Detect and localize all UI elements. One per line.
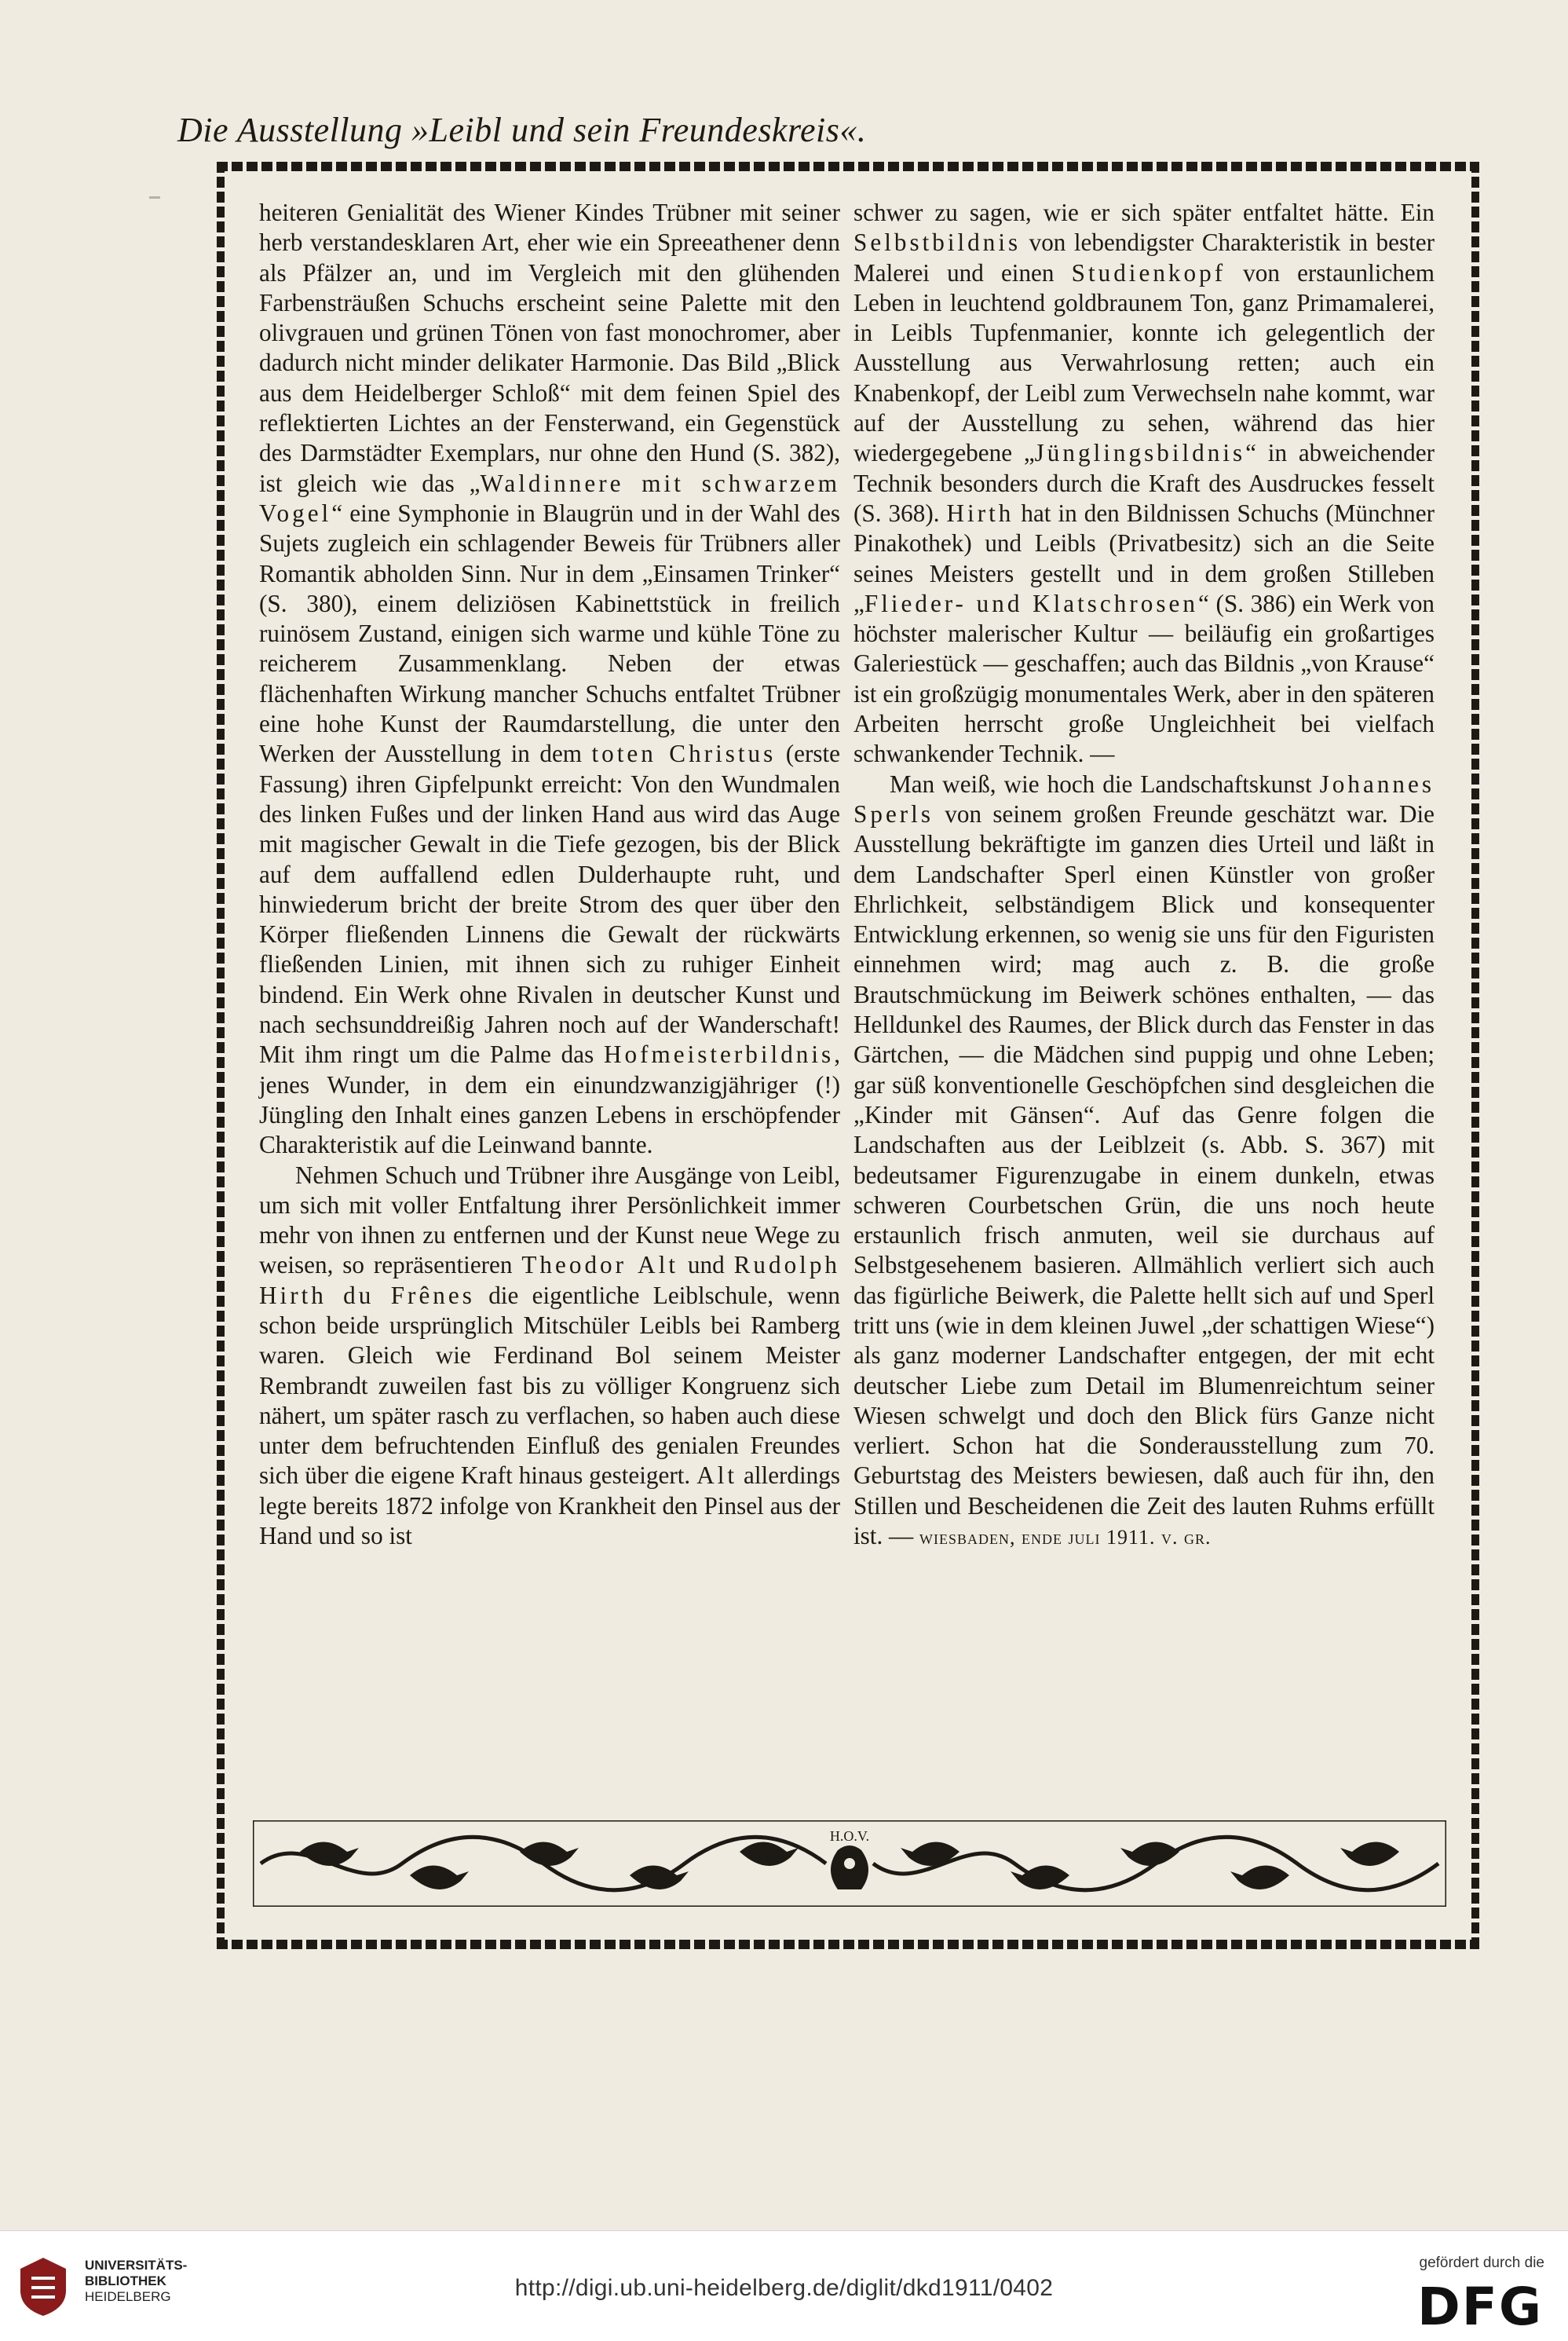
emphasized-name: Rudolph Hirth du Frênes: [259, 1251, 841, 1309]
ornament-monogram: H.O.V.: [829, 1828, 870, 1844]
text-run: “ in abweichender Technik besonders durch die Kraft des Ausdruckes fesselt (S. 368).: [853, 439, 1435, 527]
signature-line: wiesbaden, ende juli 1911. v. gr.: [919, 1526, 1212, 1549]
frame-right-border: [1471, 162, 1479, 1949]
right-text-column: [853, 198, 1435, 1553]
running-title: Die Ausstellung »Leibl und sein Freundeskreis«.: [177, 111, 867, 149]
frame-left-border: [217, 162, 225, 1949]
text-run: (erste Fassung) ihren Gipfelpunkt erreicht: Von den Wundmalen des linken Fußes und der linken Hand aus wird das Auge mit magischer Gewalt in die Tiefe gezogen, bis der Blick auf dem auffallend edlen Dulderhaupte ruht, und hinwiederum bricht der breite Strom des quer über den Körper fließenden Linnens die Gewalt der rückwärts fließenden Linien, mit ihnen sich zu ruhiger Einheit bindend. Ein Werk ohne Rivalen in deutscher Kunst und nach sechsunddreißig Jahren noch auf der Wanderschaft! Mit ihm ringt um die Palme das: [259, 740, 841, 1069]
library-name-line: BIBLIOTHEK: [85, 2273, 166, 2288]
text-run: “ (S. 386) ein Werk von höchster malerischer Kultur — beiläufig ein großartiges Galeriestück — geschaffen; auch das Bildnis „von Krause“ ist ein großzügig monumentales Werk, aber in den späteren Arbeiten herrscht große Ungleichheit bei vielfach schwankender Technik. —: [853, 589, 1435, 768]
text-run: von erstaunlichem Leben in leuchtend goldbraunem Ton, ganz Primamalerei, in Leibls Tupfenmanier, konnte ich gelegentlich der Ausstellung aus Verwahrlosung retten; auch ein Knabenkopf, der Leibl zum Verwechseln nahe kommt, war auf der Ausstellung zu sehen, während das hier wiedergegebene „: [853, 258, 1435, 467]
left-paragraph-1: [259, 198, 840, 1161]
emphasized-title: Selbstbildnis: [853, 229, 1022, 257]
left-text-column: [259, 198, 840, 1551]
right-paragraph-2: [853, 770, 1435, 1553]
emphasized-title: toten Christus: [591, 740, 777, 768]
text-run: “ eine Symphonie in Blaugrün und in der Wahl des Sujets zugleich ein schlagender Beweis für Trübners aller Romantik abholden Sinn. Nur in dem „Einsamen Trinker“ (S. 380), einem deliziösen Kabinettstück in freilich ruinösem Zustand, einigen sich warme und kühle Töne zu reicherem Zusammenklang. Neben der etwas flächenhaften Wirkung mancher Schuchs entfaltet Trübner eine hohe Kunst der Raumdarstellung, die unter den Werken der Ausstellung in dem: [259, 499, 840, 768]
emphasized-title: Jünglingsbildnis: [1034, 439, 1246, 467]
emphasized-title: Waldinnere mit schwarzem Vogel: [259, 469, 840, 527]
text-run: heiteren Genialität des Wiener Kindes Trübner mit seiner herb verstandesklaren Art, eher wie ein Spreeathener denn als Pfälzer an, und im Vergleich mit den glühenden Farbensträußen Schuchs erscheint seine Palette mit den olivgrauen und grünen Tönen von fast monochromer, aber dadurch nicht minder delikater Harmonie. Das Bild „Blick aus dem Heidelberger Schloß“ mit dem feinen Spiel des reflektierten Lichtes an der Fensterwand, ein Gegenstück des Darmstädter Exemplars, nur ohne den Hund (S. 382), ist gleich wie das „: [259, 199, 840, 497]
text-run: Nehmen Schuch und Trübner ihre Ausgänge von Leibl, um sich mit voller Entfaltung ihrer Persönlichkeit immer mehr von ihnen zu entfernen und der Kunst neue Wege zu weisen, so repräsentieren: [259, 1161, 840, 1279]
funding-caption: gefördert durch die: [1419, 2255, 1544, 2271]
emphasized-title: Flieder- und Klatschrosen: [864, 589, 1198, 617]
digitization-footer: [0, 2230, 1568, 2341]
text-run: , jenes Wunder, in dem ein einundzwanzigjähriger (!) Jüngling den Inhalt eines ganzen Lebens in erschöpfender Charakteristik auf die Leinwand bannte.: [259, 1041, 840, 1159]
page-margin-mark: [149, 196, 160, 199]
text-run: hat in den Bildnissen Schuchs (Münchner Pinakothek) und Leibls (Privatbesitz) sich an die Seite seines Meisters gestellt und in dem großen Stilleben „: [853, 499, 1435, 617]
emphasized-title: Studienkopf: [1071, 258, 1226, 287]
emphasized-name: Alt: [696, 1461, 738, 1490]
central-vase: [831, 1845, 868, 1889]
left-paragraph-2: [259, 1161, 840, 1552]
bird-ornament-band: [253, 1820, 1446, 1907]
text-run: von lebendigster Charakteristik in bester Malerei und einen: [853, 229, 1435, 287]
text-run: die eigentliche Leiblschule, wenn schon beide ursprünglich Mitschüler Leibls bei Ramberg waren. Gleich wie Ferdinand Bol seinem Meister Rembrandt zuweilen fast bis zu völliger Kongruenz sich nähert, um später rasch zu verflachen, so haben auch diese unter dem befruchtenden Einfluß des genialen Freundes sich über die eigene Kraft hinaus gesteigert.: [259, 1281, 840, 1490]
right-paragraph-1: [853, 198, 1435, 770]
emphasized-title: Hofmeisterbildnis: [603, 1041, 835, 1069]
library-name-line: UNIVERSITÄTS-: [85, 2258, 188, 2273]
dfg-logo: DFG: [1416, 2277, 1543, 2337]
frame-top-border: [217, 162, 1479, 171]
text-run: von seinem großen Freunde geschätzt war. Die Ausstellung bekräftigte im ganzen dies Urteil und läßt in dem Landschafter Sperl einen Künstler von großer Ehrlichkeit, selbständigem Blick und konsequenter Entwicklung erkennen, so wenig sie uns für den Figuristen einnehmen wird; mag auch z. B. die große Brautschmückung im Beiwerk schönes enthalten, — das Helldunkel des Raumes, der Blick durch das Fenster in das Gärtchen, — die Mädchen sind puppig und ohne Leben; gar süß konventionelle Geschöpfchen sind desgleichen die „Kinder mit Gänsen“. Auf das Genre folgen die Landschaften aus der Leiblzeit (s. Abb. S. 367) mit bedeutsamer Figurenzugabe in einem dunkeln, etwas schweren Courbetschen Grün, die uns noch heute erstaunlich frisch anmuten, weil sie durchaus auf Selbstgesehenem basieren. Allmählich verliert sich auch das figürliche Beiwerk, die Palette hellt sich auf und Sperl tritt uns (wie in dem kleinen Juwel „der schattigen Wiese“) als ganz moderner Landschafter entgegen, der mit echt deutscher Liebe zum Detail im Blumenreichtum seiner Wiesen schwelgt und doch den Blick fürs Ganze nicht verliert. Schon hat die Sonderausstellung zum 70. Geburtstag des Meisters bewiesen, daß auch für ihn, den Stillen und Bescheidenen die Zeit des lauten Ruhms erfüllt ist. —: [853, 799, 1435, 1550]
text-run: Man weiß, wie hoch die Landschaftskunst: [890, 770, 1320, 798]
text-run: allerdings legte bereits 1872 infolge von Krankheit den Pinsel aus der Hand und so ist: [259, 1461, 840, 1550]
emphasized-name: Johannes Sperls: [853, 770, 1435, 828]
library-name-line: HEIDELBERG: [85, 2289, 171, 2304]
emphasized-name: Theodor Alt: [521, 1251, 679, 1279]
emphasized-name: Hirth: [946, 499, 1014, 527]
permalink-url[interactable]: http://digi.ub.uni-heidelberg.de/diglit/dkd1911/0402: [514, 2275, 1054, 2301]
frame-bottom-border: [217, 1940, 1479, 1949]
text-run: und: [678, 1251, 734, 1279]
text-run: schwer zu sagen, wie er sich später entfaltet hätte. Ein: [853, 199, 1435, 226]
